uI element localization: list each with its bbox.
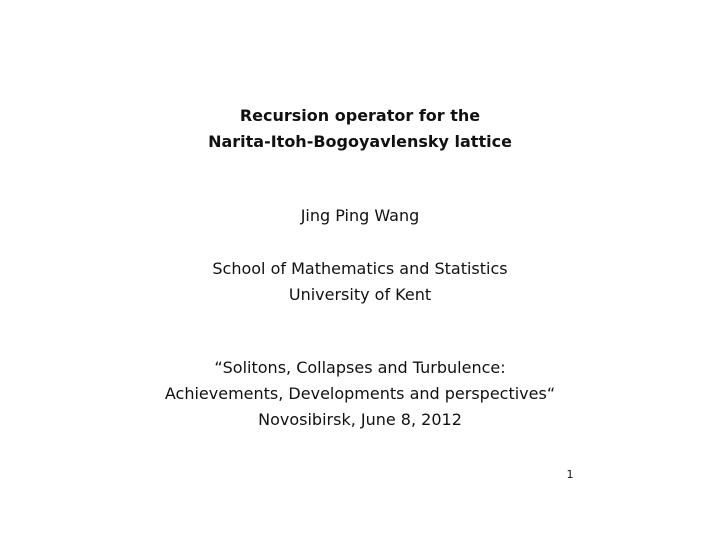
affiliation-line-1: School of Mathematics and Statistics — [212, 259, 508, 278]
event-line-3: Novosibirsk, June 8, 2012 — [258, 410, 462, 429]
page-number: 1 — [566, 468, 574, 481]
affiliation-line-2: University of Kent — [288, 285, 432, 304]
event-line-2: Achievements, Developments and perspectives“ — [164, 384, 556, 403]
title-line-2: Narita-Itoh-Bogoyavlensky lattice — [208, 132, 512, 151]
event-line-1: “Solitons, Collapses and Turbulence: — [214, 358, 506, 377]
title-line-1: Recursion operator for the — [239, 106, 481, 125]
author-name: Jing Ping Wang — [300, 206, 420, 225]
